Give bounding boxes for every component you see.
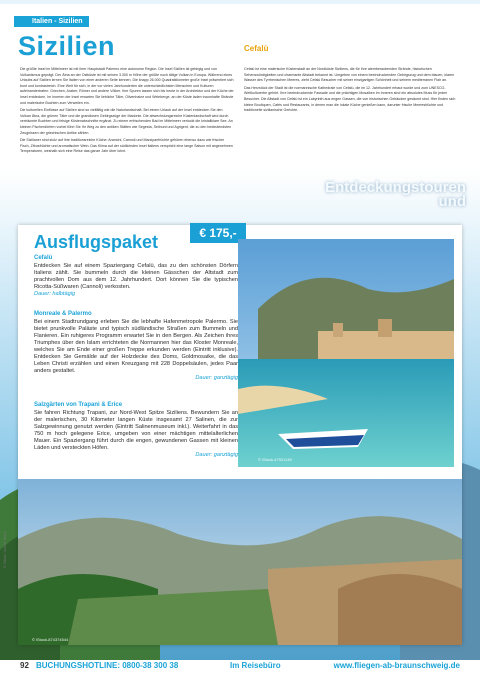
cefalu-photo — [238, 239, 454, 467]
tours-headline — [325, 181, 466, 209]
excursion-duration: Dauer: ganztägig — [195, 452, 238, 459]
cefalu-heading: Cefalù — [244, 44, 269, 53]
price-badge: € 175,- — [190, 223, 246, 243]
package-title: Ausflugspaket — [34, 232, 159, 252]
cefalu-paragraph: Cefalù ist eine malerische Küstenstadt an der Nordküste Siziliens, die für ihre atemberaubenden Strände, historischen Sehenswürdigkeiten und charmante Altstadt bekannt ist. Umgeben von einem beeindruckenden Gebirgszug und dem blauen, klaren Wasser des Tyrrhenischen Meeres, zieht Cefalù Besucher mit seiner einzigartigen Schönheit und seinem mediterranen Flair an. — [244, 67, 455, 83]
intro-paragraph: Die kulturellen Einflüsse auf Sizilien sind so vielfältig wie die Naturlandschaft. Bei einem Urlaub auf der Insel entdecken Sie den Vulkan Ätna, die grünen Täler und die grandiosen Gebirgszüge der Madonie. Die abwechslungsreiche Küstenlandschaft wird durch verträumte Buchten und felsige Küstenabschnitte ergänzt. Zu einem erfrischenden Bad im Mittelmeer verlockt die kristallklare See. An kleinen Fischerdörfern vorbei führt Sie Ihr Weg zu den antiken Stätten wie Segesta, Selinunt und Agrigent, die zu den bedeutendsten Zeugnissen der griechischen Antike zählen. — [20, 108, 233, 135]
excursion-cefalu — [34, 255, 238, 298]
photo-credit: © iStock-874374544 — [32, 637, 69, 642]
intro-paragraph: Die größte Insel im Mittelmeer ist mit ihrer Hauptstadt Palermo eine autonome Region. Die Insel Sizilien ist gebirgig und von Vulkanismus geprägt. Der Ätna an der Ostküste ist mit seinen 3.300 m Höhe der größte noch tätige Vulkan in Europa. Während eines Urlaubs auf Sizilien lernen Sie Italien von einer anderen Seite kennen. Die knapp 26.000 Quadratkilometer große Insel präsentiert sich bunt und kontrastreich. Eine Welt für sich, in der vor vielen Jahrhunderten die unterschiedlichsten Menschen und Kulturen aufeinandertrafen: Griechen, Araber, Römer und andere Völker. Ihre Spuren lassen sich bis heute in der Architektur und der Küche der Insel entdecken. Im Inneren der Insel erwarten Sie liebliche Täler, Olivenhaine und Weinberge, an der Küste laden traumhafte Strände und malerische Buchten zum Verweilen ein. — [20, 67, 234, 105]
footer — [0, 655, 480, 679]
page-number: 92 — [20, 661, 29, 670]
taormina-photo-image — [18, 479, 462, 645]
excursion-duration: Dauer: halbtägig — [34, 290, 76, 297]
page-title: Sizilien — [18, 31, 116, 61]
excursion-panel — [18, 225, 462, 645]
region-tag: Italien - Sizilien — [14, 16, 89, 27]
tours-headline-line: Entdeckungstouren — [325, 179, 466, 196]
excursion-duration: Dauer: ganztägig — [195, 375, 238, 382]
taormina-photo — [18, 479, 462, 645]
excursion-trapani-erice — [34, 402, 238, 459]
intro-paragraph: Die Sizilianer sind stolz auf ihre traditionsreiche Küche: Arancini, Cannoli und Marzipanfrüchte gehören ebenso dazu wie frischer Fisch, Zitrusfrüchte und aromatischer Wein. Das Klima auf der südlichsten Insel Italiens verspricht eine lange Saison mit angenehmen Temperaturen, weshalb sich eine Reise das ganze Jahr über lohnt. — [20, 138, 233, 154]
excursion-title: Salzgärten von Trapani & Erice — [34, 402, 123, 408]
header-strip — [0, 0, 480, 4]
excursion-title: Cefalù — [34, 255, 53, 261]
excursion-text: Bei einem Stadtrundgang erleben Sie die lebhafte Hafenmetropole Palermo. Sie bietet prunkvolle Paläste und typisch südländische Straßen zum Bummeln und Flanieren. Ein ruhigeres Programm erwartet Sie in den Bergen. Als Zeichen ihres Triumphes über den Islam errichteten die Normannen hier das Kloster Monreale, welches Sie am Ende einer großen Treppe erkunden werden (Eintritt inklusive). Entdecken Sie Gemälde auf der Holzdecke des Doms, Goldmosaike, die das Leben Christi erzählen und einen Kreuzgang mit 228 Doppelsäulen, jedes Paar anders gestaltet. — [34, 318, 238, 375]
intro-column — [20, 67, 234, 157]
website-link[interactable]: www.fliegen-ab-braunschweig.de — [333, 661, 460, 670]
side-credit: © iStock / Adobe Stock — [3, 531, 7, 568]
travel-agency-label: Im Reisebüro — [230, 661, 281, 670]
cefalu-column — [244, 67, 462, 116]
excursion-text: Entdecken Sie auf einem Spaziergang Cefalù, das zu den schönsten Dörfern Italiens zählt. Sie bummeln durch die kleinen Gässchen der Altstadt zum prachtvollen Dom aus dem 12. Jahrhundert. Dort können Sie die typischen Ricotta-Süßwaren (Cannoli) verkosten. — [34, 262, 238, 290]
photo-credit: © iStock-47021149 — [258, 457, 292, 462]
tours-headline-line: und — [438, 193, 466, 210]
cefalu-photo-image — [238, 239, 454, 467]
booking-hotline: BUCHUNGSHOTLINE: 0800-38 300 38 — [36, 661, 179, 670]
cefalu-paragraph: Das Herzstück der Stadt ist die normannische Kathedrale von Cefalù, die im 12. Jahrhundert erbaut wurde und zum UNESCO-Weltkulturerbe gehört. Ihre beeindruckende Fassade und die prächtigen Mosaiken im Inneren sind ein absolutes Muss für jeden Besucher. Die Altstadt von Cefalù ist ein Labyrinth aus engen Gassen, die von historischen Gebäuden gesäumt sind. Hier finden sich kleine Boutiquen, Cafés und Restaurants, in denen man die lokale Küche genießen kann, darunter frische Meeresfrüchte und traditionelle sizilianische Gerichte. — [244, 85, 456, 113]
excursion-monreale-palermo — [34, 311, 238, 382]
excursion-text: Sie fahren Richtung Trapani, zur Nord-West Spitze Siziliens. Bewundern Sie an der malerischen, 30 Kilometer langen Küste insgesamt 27 Salinen, die zur Salzgewinnung genutzt werden (Eintritt Salinenmuseum inkl.). Weiterfahrt in das 750 m hoch gelegene Erice, umgeben von einer mächtigen mittelalterlichen Mauer. Ein Spaziergang führt durch die engen, gewundenen Gassen mit kleinen Läden und versteckten Höfen. — [34, 409, 238, 452]
excursion-title: Monreale & Palermo — [34, 311, 92, 317]
